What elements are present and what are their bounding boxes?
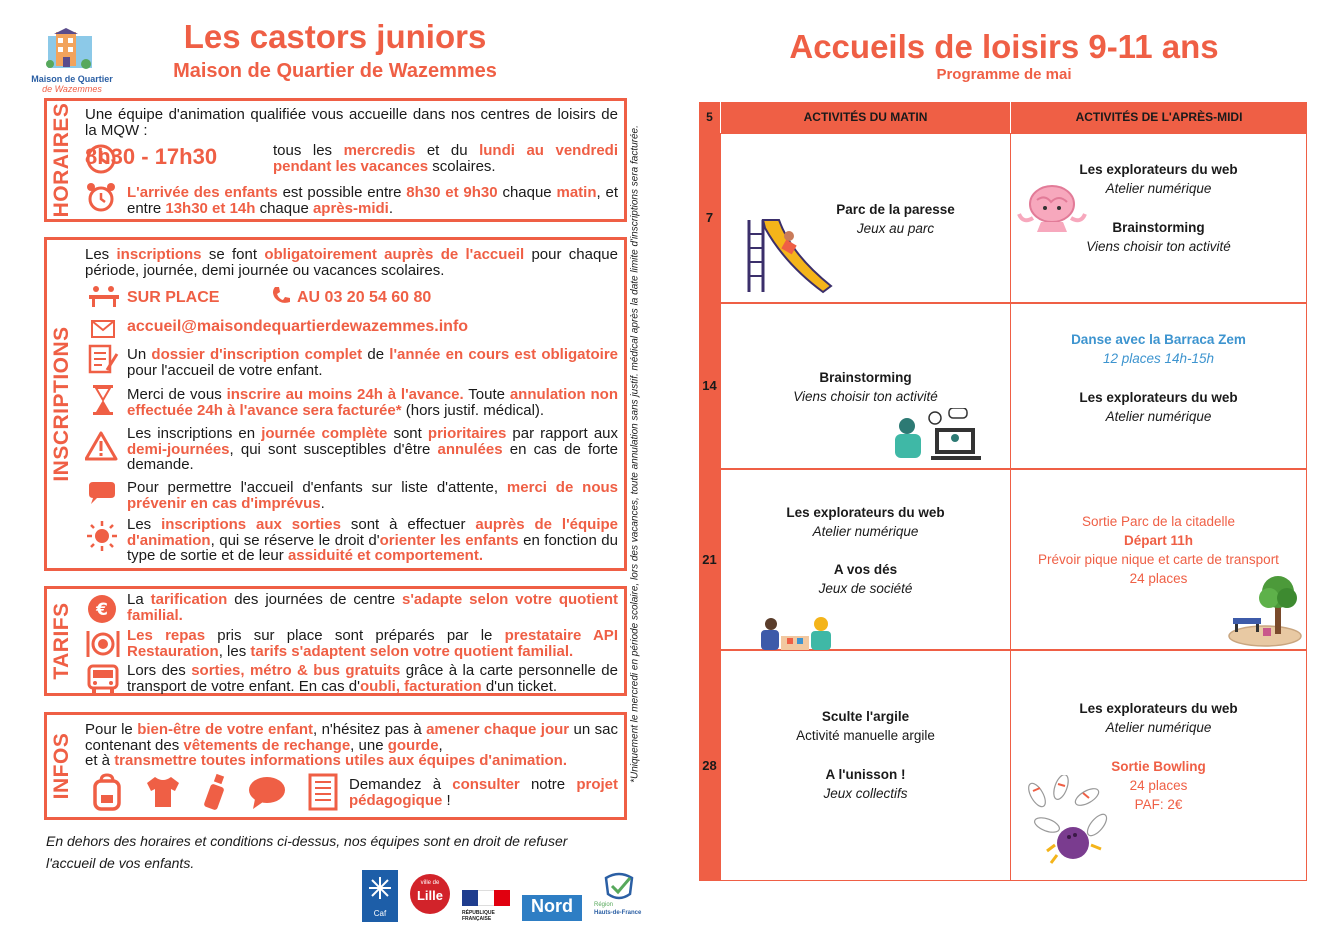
video-call-illustration (891, 408, 991, 464)
phone-number[interactable]: AU 03 20 54 60 80 (297, 289, 432, 306)
morning-cell (720, 650, 1011, 881)
program-table (699, 102, 1307, 881)
side-footnote: *Uniquement le mercredi en période scolaire, lors des vacances, toute annulation sans justif. médical après la date limite d'inscriptions sera facturée. (629, 125, 641, 783)
section-horaires: HORAIRES Une équipe d'animation qualifiée vous accueille dans nos centres de loisirs de la MQW : 8h30 - 17h30 tous les mercredis et du lundi au vendredi pendant les vacances scolaires. L'arrivée des enfants est possible entre 8h30 et 9h30 chaque matin, et entre 13h30 et 14h chaque après-midi. (44, 98, 627, 222)
hourglass-icon (85, 384, 121, 416)
header-afternoon: ACTIVITÉS DE L'APRÈS-MIDI (1011, 102, 1307, 133)
activity: Les explorateurs du web Atelier numérique (1079, 162, 1238, 196)
afternoon-cell (1010, 650, 1307, 881)
lille-logo: ville de Lille (410, 870, 450, 922)
bus-icon (85, 663, 121, 695)
email-link[interactable]: accueil@maisondequartierdewazemmes.info (127, 318, 469, 335)
left-page (0, 0, 668, 947)
sur-place: SUR PLACE (127, 289, 220, 306)
footer-note: En dehors des horaires et conditions ci-dessus, nos équipes sont en droit de refuser l'accueil de vos enfants. (46, 833, 568, 871)
activity: Brainstorming Viens choisir ton activité (1086, 220, 1231, 254)
nord-logo: Nord (522, 895, 582, 921)
afternoon-cell (1010, 469, 1307, 650)
region-check-icon (602, 872, 636, 900)
infos-text: Pour le bien-être de votre enfant, n'hésitez pas à amener chaque jour un sac contenant des vêtements de rechange, une gourde, et à transmettre toutes informations utiles aux équipes d'animation. (85, 721, 618, 769)
bowling-illustration (1017, 775, 1111, 865)
mqw-logo (28, 24, 116, 100)
page-subtitle: Maison de Quartier de Wazemmes (173, 60, 497, 82)
section-inscriptions: INSCRIPTIONS Les inscriptions se font obligatoirement auprès de l'accueil pour chaque période, journée, demi journée ou vacances scolaires. SUR PLACE AU 03 20 54 60 80 accueil@maisondequartierdewazemmes.info Un dossier d'inscription complet de l'année en cours est obligatoire pour l'accueil de votre enfant. Merci de vous inscrire au moins 24h à l'avance. Toute annulation non effectuée 24h à l'avance sera facturée* (hors justif. médical). Les inscriptions en journée complète sont prioritaires par rapport aux demi-journées, qui sont susceptibles d'être annulées en cas de forte demande. Pour permettre l'accueil d'enfants sur liste d'attente, merci de nous prévenir en cas d'imprévus. Les inscriptions aux sorties sont à effectuer auprès de l'équipe d'animation, qui se réserve le droit d'orienter les enfants en fonction du type de sortie et de leur assiduité et comportement. (44, 237, 627, 571)
activity: Sortie Bowling 24 places PAF: 2€ (1111, 759, 1206, 812)
section-label: TARIFS (50, 602, 73, 680)
inscriptions-intro: Les inscriptions se font obligatoirement auprès de l'accueil pour chaque période, journée, demi journée ou vacances scolaires. (85, 246, 618, 279)
tshirt-icon (143, 775, 183, 809)
morning-cell (720, 303, 1011, 469)
chat-bubble-icon (247, 775, 287, 811)
mail-icon (91, 320, 115, 338)
header-morning: ACTIVITÉS DU MATIN (721, 102, 1010, 133)
program-subtitle: Programme de mai (936, 66, 1072, 83)
slide-illustration (743, 214, 835, 294)
speech-bubble-icon (85, 480, 121, 512)
meal-icon (85, 628, 121, 660)
board-game-illustration (745, 616, 841, 650)
section-label: INSCRIPTIONS (50, 326, 73, 482)
afternoon-cell (1010, 133, 1307, 303)
backpack-icon (89, 773, 125, 811)
republique-francaise-logo: RÉPUBLIQUE FRANÇAISE (462, 870, 512, 922)
morning-cell (720, 133, 1011, 303)
svg-text:€: € (96, 600, 108, 620)
header-day: 5 (699, 102, 720, 133)
logo-line2: de Wazemmes (42, 84, 102, 94)
afternoon-cell (1010, 303, 1307, 469)
house-logo-icon (42, 28, 98, 72)
activity: A l'unisson ! Jeux collectifs (823, 767, 908, 801)
water-bottle-icon (201, 773, 231, 811)
alarm-clock-icon (85, 181, 121, 213)
brain-illustration (1017, 184, 1087, 234)
euro-icon (85, 593, 121, 625)
form-icon (85, 344, 121, 376)
activity: Les explorateurs du web Atelier numérique (1079, 390, 1238, 424)
phone-icon (271, 286, 291, 306)
activity: Sculte l'argile Activité manuelle argile (796, 709, 935, 743)
projet-text: Demandez à consulter notre projet pédagogique ! (349, 776, 618, 809)
day-cell: 21 (699, 469, 720, 650)
activity: Les explorateurs du web Atelier numérique (786, 505, 945, 539)
logo-line1: Maison de Quartier (31, 74, 113, 84)
sun-icon (85, 520, 121, 552)
program-title: Accueils de loisirs 9-11 ans (789, 28, 1219, 65)
page-title: Les castors juniors (183, 18, 487, 55)
activity: Brainstorming Viens choisir ton activité (793, 370, 938, 404)
morning-cell (720, 469, 1011, 650)
section-label: HORAIRES (50, 102, 73, 218)
activity: Les explorateurs du web Atelier numérique (1079, 701, 1238, 735)
day-cell: 28 (699, 650, 720, 881)
day-cell: 7 (699, 133, 720, 303)
caf-logo: Caf (362, 870, 398, 922)
section-label: INFOS (50, 732, 73, 800)
section-infos (44, 712, 627, 820)
activity: Danse avec la Barraca Zem 12 places 14h-15h (1071, 332, 1246, 366)
day-cell: 14 (699, 303, 720, 469)
snowflake-icon (368, 876, 392, 900)
activity: Parc de la paresse Jeux au parc (836, 202, 955, 236)
notebook-icon (307, 773, 339, 811)
hauts-de-france-logo: Région Hauts-de-France (594, 870, 646, 922)
park-tree-illustration (1225, 568, 1303, 648)
section-tarifs: TARIFS € La tarification des journées de centre s'adapte selon votre quotient familial. Les repas pris sur place sont préparés par le prestataire API Restauration, les tarifs s'adaptent selon votre quotient familial. Lors des sorties, métro & bus gratuits grâce à la carte personnelle de transport de votre enfant. En cas d'oubli, facturation d'un ticket. (44, 586, 627, 696)
activity: Sortie Parc de la citadelle Départ 11h Prévoir pique nique et carte de transport 24 places (1038, 514, 1279, 586)
people-desk-icon (89, 285, 119, 307)
activity: A vos dés Jeux de société (818, 562, 913, 596)
horaires-intro: Une équipe d'animation qualifiée vous accueille dans nos centres de loisirs de la MQW : (85, 106, 618, 139)
warning-icon (85, 430, 121, 462)
